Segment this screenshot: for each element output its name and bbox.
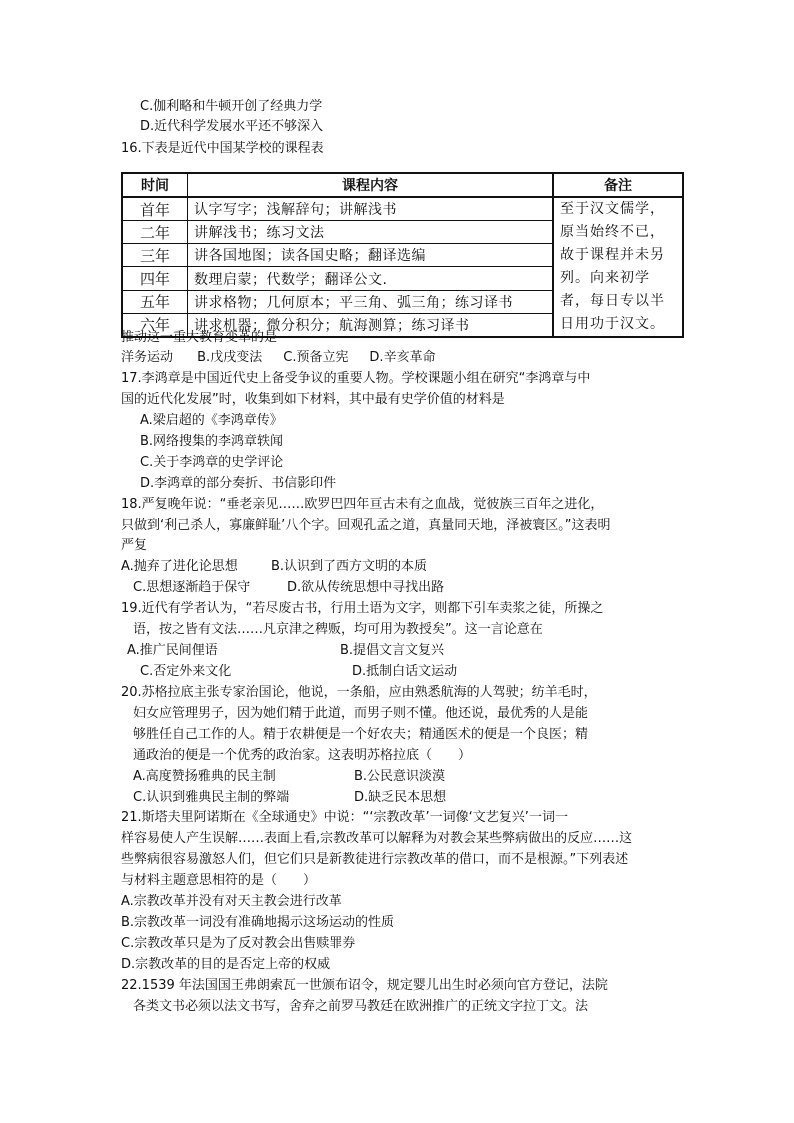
q21-option-d: D.宗教改革的目的是否定上帝的权威 — [121, 957, 331, 972]
row-content: 数理启蒙；代数学；翻译公文. — [188, 267, 554, 290]
q16-option-a: 洋务运动 — [121, 350, 174, 365]
row-year: 三年 — [122, 244, 188, 267]
q20-option-a: A.高度赞扬雅典的民主制 — [133, 769, 276, 784]
q17-stem-line1: 17.李鸿章是中国近代史上备受争议的重要人物。学校课题小组在研究“李鸿章与中 — [121, 371, 591, 386]
q18-stem-line1: 18.严复晚年说：“垂老亲见……欧罗巴四年亘古未有之血战，觉彼族三百年之进化， — [121, 497, 604, 512]
header-time: 时间 — [122, 173, 188, 197]
q21-option-b: B.宗教改革一词没有准确地揭示这场运动的性质 — [121, 915, 395, 930]
row-year: 二年 — [122, 221, 188, 244]
header-note: 备注 — [553, 173, 683, 197]
row-content: 认字写字；浅解辞句；讲解浅书 — [188, 197, 554, 221]
table-row — [122, 197, 683, 221]
q19-stem-line2: 语，按之皆有文法……凡京津之稗贩，均可用为教授矣”。这一言论意在 — [133, 622, 543, 637]
q18-option-b: B.认识到了西方文明的本质 — [271, 559, 428, 574]
q15-option-d: D.近代科学发展水平还不够深入 — [140, 119, 324, 134]
q21-option-c: C.宗教改革只是为了反对教会出售赎罪券 — [121, 936, 356, 951]
q16-stem: 16.下表是近代中国某学校的课程表 — [121, 141, 324, 156]
q20-stem-line3: 够胜任自己工作的人。精于农耕便是一个好农夫；精通医术的便是一个良医；精 — [133, 727, 589, 742]
row-content: 讲求格物；几何原本；平三角、弧三角；练习译书 — [188, 290, 554, 313]
q20-stem-line1: 20.苏格拉底主张专家治国论，他说，一条船，应由熟悉航海的人驾驶；纺羊毛时， — [121, 685, 597, 700]
q17-option-a: A.梁启超的《李鸿章传》 — [140, 413, 283, 428]
q18-stem-line2: 只做到‘利己杀人，寡廉鲜耻’八个字。回观孔孟之道，真量同天地，泽被寰区。”这表明 — [121, 518, 611, 533]
q21-stem-line2: 样容易使人产生误解……表面上看,宗教改革可以解释为对教会某些弊病做出的反应……这 — [121, 831, 633, 846]
q16-option-b: B.戊戌变法 — [197, 350, 263, 365]
q21-stem-line3: 些弊病很容易激怒人们，但它们只是新教徒进行宗教改革的借口，而不是根源。”下列表述 — [121, 852, 629, 867]
q19-stem-line1: 19.近代有学者认为，“若尽废古书，行用土语为文字，则都下引车卖浆之徒，所操之 — [121, 601, 604, 616]
q17-option-c: C.关于李鸿章的史学评论 — [140, 455, 284, 470]
q19-option-d: D.抵制白话文运动 — [352, 664, 458, 679]
row-year: 六年 — [122, 313, 188, 337]
q15-option-c: C.伽利略和牛顿开创了经典力学 — [140, 99, 323, 114]
q16-options — [121, 349, 436, 367]
row-year: 首年 — [122, 197, 188, 221]
q16-option-c: C.预备立宪 — [283, 350, 349, 365]
q20-stem-line2: 妇女应管理男子，因为她们精于此道，而男子则不懂。他还说，最优秀的人是能 — [133, 706, 589, 721]
note-cell: 至于汉文儒学，原当始终不已，故于课程并未另列。向来初学者，每日专以半日用功于汉文。 — [553, 197, 683, 337]
q18-option-c: C.思想逐渐趋于保守 — [133, 580, 251, 595]
q18-stem-line3: 严复 — [121, 538, 148, 553]
row-year: 四年 — [122, 267, 188, 290]
q21-stem-line4: 与材料主题意思相符的是（ ） — [121, 873, 317, 888]
q21-option-a: A.宗教改革并没有对天主教会进行改革 — [121, 894, 342, 909]
q20-option-c: C.认识到雅典民主制的弊端 — [133, 790, 290, 805]
q16-question: 推动这一重大教育变革的是 — [121, 330, 278, 345]
q20-stem-line4: 通政治的便是一个优秀的政治家。这表明苏格拉底（ ） — [133, 748, 472, 763]
q20-option-b: B.公民意识淡漠 — [354, 769, 446, 784]
q17-option-b: B.网络搜集的李鸿章轶闻 — [140, 434, 284, 449]
q19-option-c: C.否定外来文化 — [140, 664, 232, 679]
row-content: 讲各国地图；读各国史略；翻译选编 — [188, 244, 554, 267]
q16-option-d: D.辛亥革命 — [369, 350, 436, 365]
header-content: 课程内容 — [188, 173, 554, 197]
q22-stem-line1: 22.1539 年法国国王弗朗索瓦一世颁布诏令，规定婴儿出生时必须向官方登记，法院 — [121, 978, 608, 993]
course-table — [121, 172, 684, 338]
q19-option-a: A.推广民间俚语 — [127, 643, 218, 658]
q22-stem-line2: 各类文书必须以法文书写，舍弃之前罗马教廷在欧洲推广的正统文字拉丁文。法 — [133, 999, 589, 1014]
q20-option-d: D.缺乏民本思想 — [354, 790, 447, 805]
q17-stem-line2: 国的近代化发展”时，收集到如下材料，其中最有史学价值的材料是 — [121, 392, 505, 407]
q19-option-b: B.提倡文言文复兴 — [340, 643, 445, 658]
q21-stem-line1: 21.斯塔夫里阿诺斯在《全球通史》中说：“‘宗教改革’一词像‘文艺复兴’一词一 — [121, 810, 568, 825]
q17-option-d: D.李鸿章的部分奏折、书信影印件 — [140, 476, 337, 491]
row-content: 讲求机器；微分积分；航海测算；练习译书 — [188, 313, 554, 337]
q18-option-a: A.抛弃了进化论思想 — [121, 559, 238, 574]
row-content: 讲解浅书；练习文法 — [188, 221, 554, 244]
row-year: 五年 — [122, 290, 188, 313]
q18-option-d: D.欲从传统思想中寻找出路 — [287, 580, 445, 595]
table-header-row — [122, 173, 683, 197]
